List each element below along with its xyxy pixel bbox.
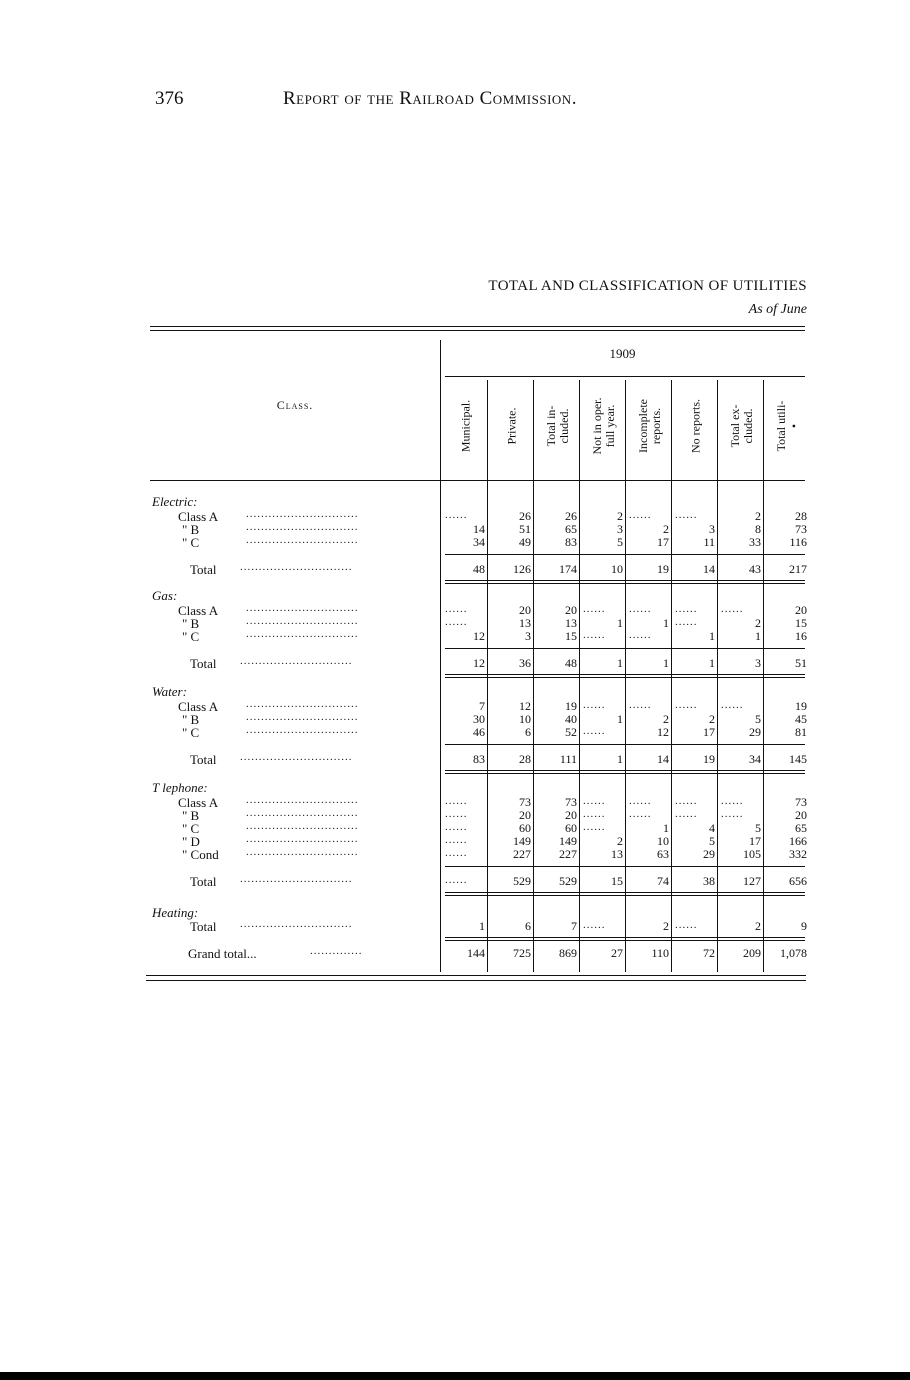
- table-cell: 73: [519, 795, 531, 809]
- leader-dots: ..............................: [240, 751, 353, 763]
- bottom-rule-2: [146, 980, 806, 981]
- leader-dots: ..............................: [246, 602, 359, 614]
- row-label: " D: [182, 834, 200, 849]
- table-cell: 26: [565, 509, 577, 523]
- table-cell: 30: [473, 712, 485, 726]
- column-header: [489, 376, 535, 476]
- table-cell: 20: [519, 603, 531, 617]
- section-heading: Heating:: [152, 905, 199, 920]
- table-cell: 332: [789, 847, 807, 861]
- table-cell: 49: [519, 535, 531, 549]
- table-cell: 20: [795, 603, 807, 617]
- table-cell: 105: [743, 847, 761, 861]
- column-header: [581, 376, 627, 476]
- leader-dots: ..............................: [240, 873, 353, 885]
- subtotal-rule: [445, 580, 805, 581]
- table-cell: 36: [519, 656, 531, 670]
- table-cell: 126: [513, 562, 531, 576]
- table-cell: 2: [617, 834, 623, 848]
- leader-dots: ..............................: [246, 833, 359, 845]
- table-cell: 40: [565, 712, 577, 726]
- leader-dots: ......: [675, 795, 698, 807]
- table-cell: 9: [801, 919, 807, 933]
- row-label: Class A: [178, 603, 219, 618]
- leader-dots: ......: [445, 847, 468, 859]
- leader-dots: ..............................: [246, 807, 359, 819]
- total-label: Total: [190, 874, 217, 889]
- leader-dots: ......: [675, 699, 698, 711]
- table-cell: 3: [525, 629, 531, 643]
- running-title: Report of the Railroad Commission.: [283, 88, 577, 109]
- leader-dots: ..............................: [246, 711, 359, 723]
- table-cell: 166: [789, 834, 807, 848]
- table-cell: 3: [755, 656, 761, 670]
- column-header-label: Not in oper. full year.: [590, 397, 617, 455]
- table-cell: 149: [513, 834, 531, 848]
- table-cell: 11: [703, 535, 715, 549]
- table-cell: 1,078: [780, 946, 807, 960]
- subtotal-rule: [445, 677, 805, 678]
- leader-dots: ......: [445, 603, 468, 615]
- table-cell: 43: [749, 562, 761, 576]
- table-cell: 174: [559, 562, 577, 576]
- table-cell: 12: [519, 699, 531, 713]
- table-cell: 60: [565, 821, 577, 835]
- table-cell: 83: [565, 535, 577, 549]
- table-cell: 74: [657, 874, 669, 888]
- table-cell: 1: [479, 919, 485, 933]
- table-cell: 12: [473, 629, 485, 643]
- table-cell: 1: [663, 821, 669, 835]
- table-cell: 15: [795, 616, 807, 630]
- leader-dots: ......: [629, 699, 652, 711]
- column-header-label: Total utili- •: [774, 400, 801, 452]
- leader-dots: ......: [629, 808, 652, 820]
- table-cell: 28: [795, 509, 807, 523]
- leader-dots: ......: [583, 629, 606, 641]
- section-heading: Water:: [152, 684, 187, 699]
- subtotal-rule: [445, 648, 805, 649]
- table-title: TOTAL AND CLASSIFICATION OF UTILITIES: [488, 278, 807, 294]
- table-cell: 1: [617, 656, 623, 670]
- leader-dots: ......: [721, 808, 744, 820]
- table-cell: 1: [617, 712, 623, 726]
- table-cell: 26: [519, 509, 531, 523]
- header-bottom-rule: [150, 480, 805, 481]
- leader-dots: ..............................: [246, 521, 359, 533]
- leader-dots: ..............................: [246, 628, 359, 640]
- leader-dots: ......: [445, 509, 468, 521]
- class-column-header: Class.: [276, 398, 314, 412]
- year-header: 1909: [609, 346, 636, 361]
- table-cell: 34: [473, 535, 485, 549]
- table-cell: 217: [789, 562, 807, 576]
- leader-dots: ..............................: [240, 918, 353, 930]
- table-cell: 14: [703, 562, 715, 576]
- table-cell: 8: [755, 522, 761, 536]
- table-cell: 38: [703, 874, 715, 888]
- table-cell: 1: [663, 616, 669, 630]
- table-cell: 51: [519, 522, 531, 536]
- table-cell: 13: [565, 616, 577, 630]
- table-cell: 145: [789, 752, 807, 766]
- column-divider: [671, 380, 672, 972]
- table-cell: 27: [611, 946, 623, 960]
- leader-dots: ......: [629, 629, 652, 641]
- leader-dots: ......: [675, 919, 698, 931]
- table-cell: 111: [559, 752, 577, 766]
- leader-dots: ......: [445, 821, 468, 833]
- column-header-label: No reports.: [688, 399, 703, 453]
- table-cell: 2: [617, 509, 623, 523]
- leader-dots: ..............................: [240, 561, 353, 573]
- column-divider: [579, 380, 580, 972]
- table-cell: 7: [479, 699, 485, 713]
- leader-dots: ......: [721, 603, 744, 615]
- subtotal-rule: [445, 583, 805, 584]
- subtotal-rule: [445, 773, 805, 774]
- subtotal-rule: [445, 744, 805, 745]
- table-cell: 3: [617, 522, 623, 536]
- table-cell: 17: [703, 725, 715, 739]
- table-cell: 2: [755, 616, 761, 630]
- table-cell: 1: [755, 629, 761, 643]
- leader-dots: ......: [721, 795, 744, 807]
- leader-dots: ......: [675, 509, 698, 521]
- total-label: Total: [190, 656, 217, 671]
- table-cell: 4: [709, 821, 715, 835]
- column-header-label: Incomplete reports.: [636, 399, 663, 453]
- table-cell: 529: [559, 874, 577, 888]
- table-cell: 1: [617, 752, 623, 766]
- column-header-label: Municipal.: [458, 399, 473, 453]
- table-cell: 19: [795, 699, 807, 713]
- table-cell: 51: [795, 656, 807, 670]
- table-cell: 15: [611, 874, 623, 888]
- table-cell: 5: [617, 535, 623, 549]
- leader-dots: ......: [583, 808, 606, 820]
- table-cell: 2: [663, 712, 669, 726]
- table-cell: 2: [663, 522, 669, 536]
- table-cell: 529: [513, 874, 531, 888]
- row-label: " B: [182, 522, 200, 537]
- table-cell: 1: [617, 616, 623, 630]
- column-header: [627, 376, 673, 476]
- table-cell: 29: [749, 725, 761, 739]
- table-cell: 10: [611, 562, 623, 576]
- table-cell: 19: [703, 752, 715, 766]
- leader-dots: ......: [445, 874, 468, 886]
- leader-dots: ..............................: [246, 534, 359, 546]
- table-cell: 83: [473, 752, 485, 766]
- table-cell: 33: [749, 535, 761, 549]
- table-cell: 227: [559, 847, 577, 861]
- leader-dots: ..............................: [246, 698, 359, 710]
- table-cell: 65: [565, 522, 577, 536]
- column-divider: [440, 340, 441, 972]
- column-header: [719, 376, 765, 476]
- column-header-label: Total ex- cluded.: [728, 404, 755, 448]
- table-cell: 29: [703, 847, 715, 861]
- table-cell: 65: [795, 821, 807, 835]
- table-cell: 5: [755, 821, 761, 835]
- table-cell: 34: [749, 752, 761, 766]
- leader-dots: ..............: [310, 945, 363, 957]
- total-label: Total: [190, 562, 217, 577]
- leader-dots: ..............................: [240, 655, 353, 667]
- table-cell: 20: [519, 808, 531, 822]
- table-cell: 12: [657, 725, 669, 739]
- subtotal-rule: [445, 674, 805, 675]
- leader-dots: ......: [675, 808, 698, 820]
- section-heading: Electric:: [152, 494, 198, 509]
- row-label: Class A: [178, 509, 219, 524]
- total-label: Total: [190, 752, 217, 767]
- table-cell: 6: [525, 919, 531, 933]
- table-cell: 12: [473, 656, 485, 670]
- table-cell: 149: [559, 834, 577, 848]
- row-label: Class A: [178, 699, 219, 714]
- table-cell: 46: [473, 725, 485, 739]
- leader-dots: ......: [583, 821, 606, 833]
- leader-dots: ......: [629, 509, 652, 521]
- table-cell: 14: [473, 522, 485, 536]
- column-header: [443, 376, 489, 476]
- leader-dots: ..............................: [246, 615, 359, 627]
- row-label: " C: [182, 629, 200, 644]
- table-cell: 28: [519, 752, 531, 766]
- leader-dots: ......: [629, 795, 652, 807]
- column-header: [535, 376, 581, 476]
- row-label: " B: [182, 808, 200, 823]
- table-cell: 127: [743, 874, 761, 888]
- table-cell: 19: [565, 699, 577, 713]
- leader-dots: ......: [583, 725, 606, 737]
- leader-dots: ......: [445, 834, 468, 846]
- bottom-rule: [146, 975, 806, 976]
- subtotal-rule: [445, 937, 805, 938]
- table-cell: 1: [709, 656, 715, 670]
- subtotal-rule: [445, 892, 805, 893]
- subtotal-rule: [445, 940, 805, 941]
- table-cell: 227: [513, 847, 531, 861]
- table-cell: 81: [795, 725, 807, 739]
- table-cell: 17: [749, 834, 761, 848]
- table-cell: 52: [565, 725, 577, 739]
- column-divider: [625, 380, 626, 972]
- table-cell: 725: [513, 946, 531, 960]
- table-cell: 20: [565, 603, 577, 617]
- row-label: " B: [182, 712, 200, 727]
- row-label: " C: [182, 725, 200, 740]
- top-rule-2: [150, 330, 805, 331]
- total-label: Total: [190, 919, 217, 934]
- subtotal-rule: [445, 554, 805, 555]
- leader-dots: ......: [675, 616, 698, 628]
- table-cell: 45: [795, 712, 807, 726]
- table-cell: 16: [795, 629, 807, 643]
- column-divider: [717, 380, 718, 972]
- table-cell: 73: [795, 795, 807, 809]
- table-cell: 20: [565, 808, 577, 822]
- table-cell: 3: [709, 522, 715, 536]
- table-cell: 1: [709, 629, 715, 643]
- table-cell: 15: [565, 629, 577, 643]
- leader-dots: ..............................: [246, 820, 359, 832]
- table-cell: 2: [755, 509, 761, 523]
- leader-dots: ......: [721, 699, 744, 711]
- column-header: [765, 376, 811, 476]
- table-cell: 14: [657, 752, 669, 766]
- row-label: " B: [182, 616, 200, 631]
- column-divider: [533, 380, 534, 972]
- table-cell: 17: [657, 535, 669, 549]
- table-cell: 60: [519, 821, 531, 835]
- subtotal-rule: [445, 866, 805, 867]
- table-cell: 144: [467, 946, 485, 960]
- leader-dots: ......: [583, 603, 606, 615]
- leader-dots: ..............................: [246, 794, 359, 806]
- leader-dots: ......: [583, 919, 606, 931]
- leader-dots: ......: [675, 603, 698, 615]
- column-divider: [763, 380, 764, 972]
- table-cell: 48: [565, 656, 577, 670]
- table-cell: 73: [795, 522, 807, 536]
- leader-dots: ..............................: [246, 508, 359, 520]
- table-cell: 656: [789, 874, 807, 888]
- table-cell: 48: [473, 562, 485, 576]
- column-header-label: Private.: [504, 407, 519, 445]
- scan-edge-bar: [0, 1372, 910, 1380]
- column-header: [673, 376, 719, 476]
- leader-dots: ......: [583, 795, 606, 807]
- top-rule: [150, 326, 805, 327]
- table-cell: 7: [571, 919, 577, 933]
- subtotal-rule: [445, 770, 805, 771]
- leader-dots: ......: [445, 808, 468, 820]
- leader-dots: ..............................: [246, 724, 359, 736]
- leader-dots: ......: [445, 795, 468, 807]
- table-cell: 116: [789, 535, 807, 549]
- row-label: " C: [182, 535, 200, 550]
- leader-dots: ......: [583, 699, 606, 711]
- leader-dots: ......: [629, 603, 652, 615]
- table-cell: 63: [657, 847, 669, 861]
- column-header-label: Total in- cluded.: [544, 405, 571, 447]
- table-cell: 73: [565, 795, 577, 809]
- grand-total-label: Grand total...: [188, 946, 257, 961]
- table-cell: 10: [657, 834, 669, 848]
- table-cell: 5: [709, 834, 715, 848]
- table-cell: 2: [755, 919, 761, 933]
- table-cell: 209: [743, 946, 761, 960]
- column-divider: [487, 380, 488, 972]
- table-cell: 2: [663, 919, 669, 933]
- table-cell: 869: [559, 946, 577, 960]
- section-heading: Gas:: [152, 588, 178, 603]
- table-cell: 19: [657, 562, 669, 576]
- table-cell: 1: [663, 656, 669, 670]
- row-label: Class A: [178, 795, 219, 810]
- leader-dots: ..............................: [246, 846, 359, 858]
- leader-dots: ......: [445, 616, 468, 628]
- table-cell: 10: [519, 712, 531, 726]
- table-subtitle: As of June: [748, 302, 807, 317]
- subtotal-rule: [445, 895, 805, 896]
- table-cell: 72: [703, 946, 715, 960]
- table-cell: 6: [525, 725, 531, 739]
- page-number: 376: [155, 88, 184, 109]
- row-label: " Cond: [182, 847, 219, 862]
- table-cell: 13: [611, 847, 623, 861]
- table-cell: 2: [709, 712, 715, 726]
- table-cell: 5: [755, 712, 761, 726]
- table-cell: 20: [795, 808, 807, 822]
- table-cell: 110: [651, 946, 669, 960]
- row-label: " C: [182, 821, 200, 836]
- table-cell: 13: [519, 616, 531, 630]
- section-heading: T lephone:: [152, 780, 208, 795]
